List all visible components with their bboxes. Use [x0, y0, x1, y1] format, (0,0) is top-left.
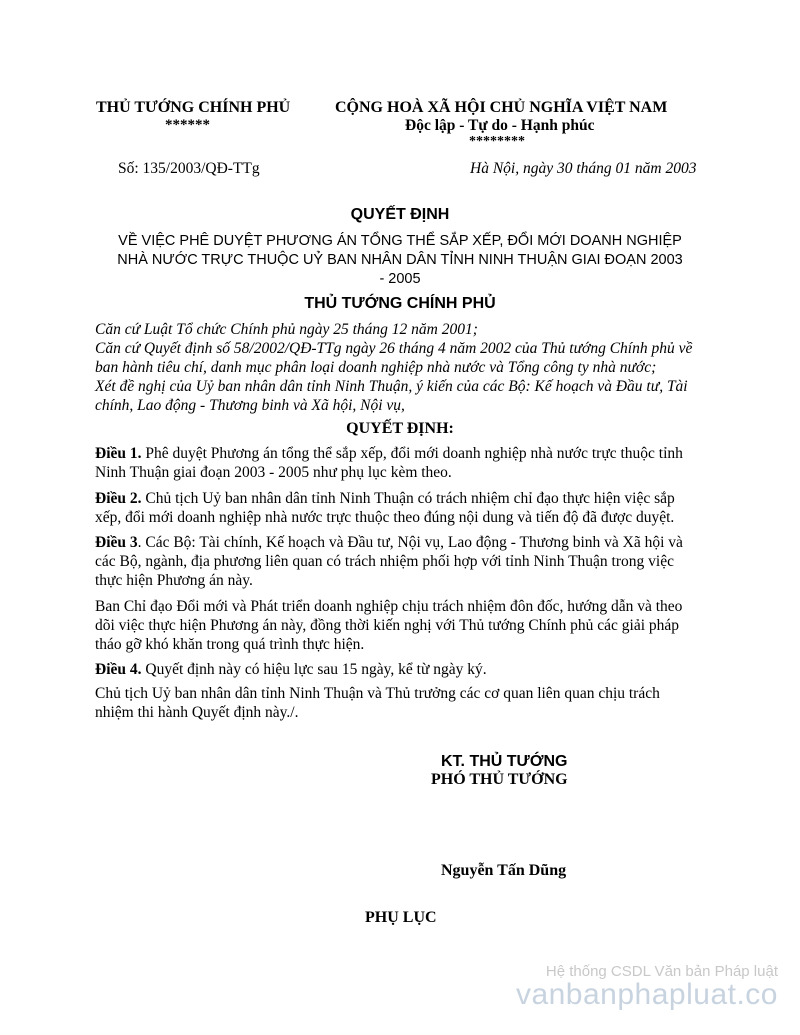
article-3-label: Điều 3: [95, 534, 138, 551]
article-1-text: Phê duyệt Phương án tổng thể sắp xếp, đổi mới doanh nghiệp nhà nước trực thuộc tỉnh: [141, 445, 683, 462]
preamble-line-5: chính, Lao động - Thương binh và Xã hội, Nội vụ,: [95, 397, 405, 414]
article-3-line-3: thực hiện Phương án này.: [95, 572, 253, 589]
article-1-label: Điều 1.: [95, 445, 142, 462]
issuer-heading: THỦ TƯỚNG CHÍNH PHỦ: [304, 295, 496, 312]
article-2-text: Chủ tịch Uỷ ban nhân dân tỉnh Ninh Thuận có trách nhiệm chỉ đạo thực hiện việc sắp: [141, 490, 675, 507]
watermark-line-1: Hệ thống CSDL Văn bản Pháp luật: [545, 963, 778, 980]
subject-line-3: - 2005: [379, 271, 421, 287]
subject-line-2: NHÀ NƯỚC TRỰC THUỘC UỶ BAN NHÂN DÂN TỈNH NINH THUẬN GIAI ĐOẠN 2003: [117, 252, 683, 268]
preamble-line-3: ban hành tiêu chí, danh mục phân loại doanh nghiệp nhà nước và Tổng công ty nhà nước;: [95, 359, 657, 376]
committee-line-1: Ban Chỉ đạo Đổi mới và Phát triển doanh nghiệp chịu trách nhiệm đôn đốc, hướng dẫn và theo: [95, 598, 683, 615]
document-number: Số: 135/2003/QĐ-TTg: [118, 160, 260, 177]
article-3-line-1: [95, 533, 715, 553]
article-3-line-2: các Bộ, ngành, địa phương liên quan có trách nhiệm phối hợp với tỉnh Ninh Thuận trong việc: [95, 553, 674, 570]
appendix-heading: PHỤ LỤC: [365, 909, 437, 926]
preamble-line-2: Căn cứ Quyết định số 58/2002/QĐ-TTg ngày 26 tháng 4 năm 2002 của Thủ tướng Chính phủ về: [95, 340, 693, 357]
article-2-label: Điều 2.: [95, 490, 142, 507]
preamble-line-4: Xét đề nghị của Uỷ ban nhân dân tỉnh Ninh Thuận, ý kiến của các Bộ: Kế hoạch và Đầu tư, Tài: [95, 378, 688, 395]
place-date: Hà Nội, ngày 30 tháng 01 năm 2003: [470, 160, 697, 177]
national-motto: Độc lập - Tự do - Hạnh phúc: [405, 117, 595, 134]
committee-line-3: tháo gỡ khó khăn trong quá trình thực hiện.: [95, 636, 365, 653]
issuing-agency: THỦ TƯỚNG CHÍNH PHỦ: [96, 99, 291, 116]
motto-stars: ********: [469, 134, 525, 149]
final-line-2: nhiệm thi hành Quyết định này./.: [95, 704, 299, 721]
signature-kt: KT. THỦ TƯỚNG: [441, 753, 568, 770]
agency-stars: ******: [165, 117, 210, 133]
signer-name: Nguyễn Tấn Dũng: [441, 862, 567, 879]
signature-role: PHÓ THỦ TƯỚNG: [431, 771, 568, 788]
article-4-line-1: [95, 660, 715, 680]
committee-line-2: dõi việc thực hiện Phương án này, đồng thời kiến nghị với Thủ tướng Chính phủ các giải pháp: [95, 617, 680, 634]
watermark-line-2: vanbanphapluat.co: [515, 978, 778, 1011]
article-2-line-1: [95, 489, 715, 509]
subject-line-1: VỀ VIỆC PHÊ DUYỆT PHƯƠNG ÁN TỔNG THỂ SẮP XẾP, ĐỔI MỚI DOANH NGHIỆP: [118, 233, 682, 249]
article-4-label: Điều 4.: [95, 661, 142, 678]
final-line-1: Chủ tịch Uỷ ban nhân dân tỉnh Ninh Thuận và Thủ trưởng các cơ quan liên quan chịu trách: [95, 685, 660, 702]
decides-heading: QUYẾT ĐỊNH:: [346, 420, 454, 437]
article-1-line-2: Ninh Thuận giai đoạn 2003 - 2005 như phụ lục kèm theo.: [95, 464, 452, 481]
document-title: QUYẾT ĐỊNH: [350, 206, 450, 223]
article-1-line-1: [95, 444, 715, 464]
article-2-line-2: xếp, đổi mới doanh nghiệp nhà nước trực thuộc theo đúng nội dung và tiến độ đã được duyệt.: [95, 509, 675, 526]
article-3-text: . Các Bộ: Tài chính, Kế hoạch và Đầu tư, Nội vụ, Lao động - Thương binh và Xã hội và: [137, 534, 683, 551]
article-4-text: Quyết định này có hiệu lực sau 15 ngày, kể từ ngày ký.: [141, 661, 487, 678]
preamble-line-1: Căn cứ Luật Tổ chức Chính phủ ngày 25 tháng 12 năm 2001;: [95, 321, 478, 338]
nation-heading: CỘNG HOÀ XÃ HỘI CHỦ NGHĨA VIỆT NAM: [335, 99, 668, 116]
